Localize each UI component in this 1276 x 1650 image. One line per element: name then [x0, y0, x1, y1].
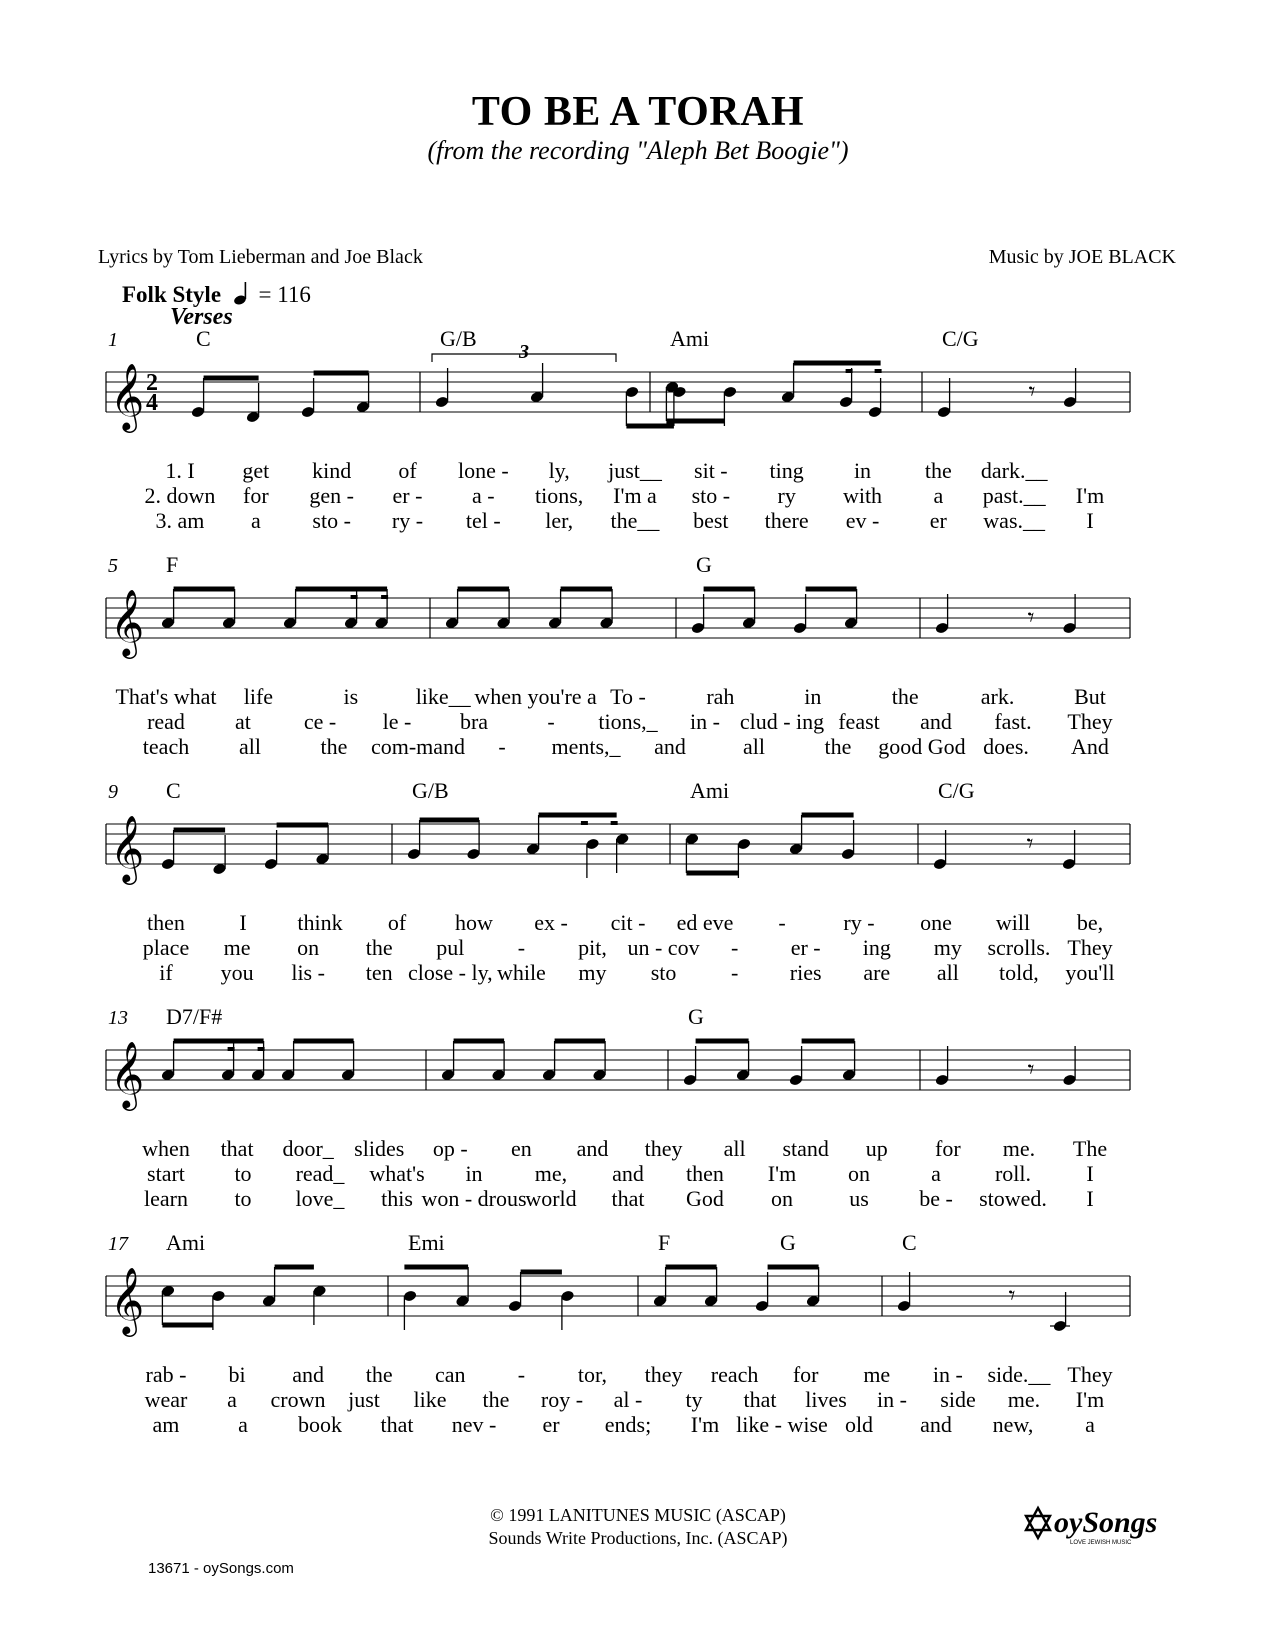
lyric-syllable: fast. [994, 709, 1032, 734]
eighth-rest-icon: 𝄾 [1027, 603, 1035, 633]
lyric-syllable: en [511, 1136, 532, 1161]
lyric-syllable: sto - [691, 483, 731, 508]
lyric-syllable: that [220, 1136, 254, 1161]
lyric-syllable: read [147, 709, 185, 734]
lyric-syllable: the__ [610, 508, 660, 533]
lyric-syllable: learn [144, 1186, 188, 1211]
lyric-syllable: op - [432, 1136, 468, 1161]
lyric-syllable: kind [312, 458, 352, 483]
treble-clef-icon: 𝄞 [110, 588, 145, 656]
lyric-syllable: me. [1002, 1136, 1036, 1161]
lyric-syllable: dark.__ [980, 458, 1048, 483]
lyric-syllable: a [250, 508, 261, 533]
lyric-syllable: while [496, 960, 546, 985]
lyric-syllable: like__ [415, 684, 471, 709]
oysongs-logo [1020, 1502, 1170, 1552]
lyric-syllable: of [398, 458, 417, 483]
lyric-syllable: there [764, 508, 809, 533]
time-signature-bottom: 4 [146, 390, 158, 416]
chord-symbol: C [902, 1230, 917, 1255]
lyric-syllable: for [792, 1362, 819, 1387]
lyric-syllable: - [517, 935, 526, 960]
lyric-syllable: just [348, 1387, 380, 1412]
chord-symbol: G/B [440, 326, 477, 351]
lyric-syllable: up [865, 1136, 888, 1161]
lyric-syllable: think [297, 910, 343, 935]
lyric-syllable: door_ [282, 1136, 334, 1161]
lyric-syllable: ends; [604, 1412, 652, 1437]
lyric-syllable: 1. I [165, 458, 195, 483]
chord-symbol: Emi [408, 1230, 445, 1255]
lyric-syllable: they [644, 1136, 683, 1161]
lyric-syllable: when [142, 1136, 190, 1161]
lyric-syllable: this [381, 1186, 413, 1211]
measure-number: 5 [108, 555, 118, 577]
lyric-syllable: teach [142, 734, 190, 759]
catalog-id: 13671 - oySongs.com [148, 1560, 294, 1577]
lyric-syllable: - [730, 960, 739, 985]
lyric-syllable: ing [862, 935, 891, 960]
chord-symbol: C [196, 326, 211, 351]
measure-number: 17 [108, 1233, 128, 1255]
lyric-syllable: to [234, 1161, 252, 1186]
lyric-syllable: lone - [457, 458, 509, 483]
lyric-syllable: in [804, 684, 822, 709]
lyric-syllable: old [844, 1412, 874, 1437]
lyric-syllable: un - cov [627, 935, 700, 960]
style-label: Folk Style [122, 282, 222, 307]
lyric-syllable: I [239, 910, 247, 935]
lyric-syllable: tor, [577, 1362, 607, 1387]
lyric-syllable: er - [392, 483, 423, 508]
lyric-syllable: They [1067, 1362, 1113, 1387]
publisher-line: Sounds Write Productions, Inc. (ASCAP) [488, 1528, 788, 1548]
lyric-syllable: wear [144, 1387, 188, 1412]
lyricist-credit: Lyrics by Tom Lieberman and Joe Black [98, 246, 423, 268]
lyric-syllable: then [686, 1161, 724, 1186]
lyric-syllable: That's what [115, 684, 217, 709]
lyric-syllable: ries [789, 960, 822, 985]
lyric-syllable: the [320, 734, 348, 759]
lyric-syllable: 2. down [144, 483, 216, 508]
lyric-syllable: all [239, 734, 261, 759]
eighth-rest-icon: 𝄾 [1027, 1055, 1035, 1085]
lyric-syllable: was.__ [983, 508, 1046, 533]
lyric-syllable: pul [436, 935, 465, 960]
lyric-syllable: com-mand [370, 734, 466, 759]
lyric-syllable: am [152, 1412, 180, 1437]
lyric-syllable: reach [710, 1362, 759, 1387]
lyric-syllable: my [578, 960, 607, 985]
lyric-syllable: ry - [843, 910, 875, 935]
lyric-syllable: and [612, 1161, 644, 1186]
lyric-syllable: a [933, 483, 944, 508]
star-of-david-icon [1026, 1508, 1050, 1538]
triplet-number: 3 [519, 341, 529, 363]
chord-symbol: C [166, 778, 181, 803]
logo-text: oySongs [1054, 1506, 1158, 1539]
time-signature-top: 2 [146, 370, 158, 396]
lyric-syllable: er [929, 508, 947, 533]
lyric-syllable: I'm [767, 1161, 797, 1186]
lyric-syllable: they [644, 1362, 683, 1387]
lyric-syllable: ler, [545, 508, 574, 533]
song-title: TO BE A TORAH [471, 89, 805, 135]
lyric-syllable: - [778, 910, 786, 935]
lyric-syllable: feast [838, 709, 880, 734]
lyric-syllable: bra [459, 709, 489, 734]
lyric-syllable: that [611, 1186, 645, 1211]
lyric-syllable: read_ [295, 1161, 345, 1186]
lyric-syllable: all [936, 960, 959, 985]
lyric-syllable: the [824, 734, 852, 759]
lyric-syllable: that [380, 1412, 414, 1437]
copyright-line: © 1991 LANITUNES MUSIC (ASCAP) [490, 1505, 786, 1525]
lyric-syllable: lis - [291, 960, 325, 985]
lyric-syllable: that [743, 1387, 777, 1412]
lyric-syllable: and [576, 1136, 609, 1161]
chord-symbol: G [780, 1230, 796, 1255]
lyric-syllable: one [920, 910, 952, 935]
lyric-syllable: ed eve [676, 910, 734, 935]
lyric-syllable: on [848, 1161, 870, 1186]
lyric-syllable: ry - [391, 508, 424, 533]
lyric-syllable: close - ly, [407, 960, 493, 985]
lyric-syllable: ty [685, 1387, 703, 1412]
lyric-syllable: all [723, 1136, 746, 1161]
lyric-syllable: sto - [312, 508, 351, 533]
lyric-syllable: tions, [535, 483, 584, 508]
lyric-syllable: - [547, 709, 555, 734]
lyric-syllable: on [771, 1186, 793, 1211]
lyric-syllable: stowed. [979, 1186, 1047, 1211]
lyric-syllable: a - [472, 483, 495, 508]
lyric-syllable: ting [769, 458, 804, 483]
lyric-syllable: gen - [309, 483, 354, 508]
chord-symbol: Ami [166, 1230, 206, 1255]
lyric-syllable: how [455, 910, 493, 935]
lyric-syllable: ten [365, 960, 393, 985]
lyric-syllable: the [891, 684, 919, 709]
lyric-syllable: a [931, 1161, 941, 1186]
lyric-syllable: ark. [980, 684, 1015, 709]
lyric-syllable: to [234, 1186, 252, 1211]
lyric-syllable: God [686, 1186, 724, 1211]
lyric-syllable: The [1072, 1136, 1108, 1161]
lyric-syllable: like - wise [736, 1412, 828, 1437]
lyric-syllable: al - [613, 1387, 643, 1412]
lyric-syllable: stand [782, 1136, 829, 1161]
lyric-syllable: slides [354, 1136, 405, 1161]
lyric-syllable: can [435, 1362, 466, 1387]
lyric-syllable: I'm [1075, 483, 1105, 508]
lyric-syllable: me, [534, 1161, 568, 1186]
lyric-syllable: 3. am [155, 508, 205, 533]
lyric-syllable: le - [382, 709, 412, 734]
lyric-syllable: They [1067, 709, 1113, 734]
treble-clef-icon: 𝄞 [110, 814, 145, 882]
eighth-rest-icon: 𝄾 [1008, 1281, 1016, 1311]
lyric-syllable: with [842, 483, 883, 508]
lyric-syllable: start [147, 1161, 185, 1186]
lyric-syllable: side [940, 1387, 976, 1412]
lyric-syllable: won - drous [421, 1186, 527, 1211]
chord-symbol: C/G [942, 326, 979, 351]
lyric-syllable: scrolls. [987, 935, 1051, 960]
chord-symbol: C/G [938, 778, 975, 803]
lyric-syllable: sto [650, 960, 677, 985]
lyric-syllable: will [995, 910, 1031, 935]
lyric-syllable: is [343, 684, 359, 709]
lyric-syllable: a [1085, 1412, 1095, 1437]
song-subtitle: (from the recording "Aleph Bet Boogie") [427, 136, 849, 165]
lyric-syllable: the [365, 935, 393, 960]
lyric-syllable: are [863, 960, 891, 985]
lyric-syllable: They [1067, 935, 1113, 960]
lyric-syllable: life [243, 684, 274, 709]
lyric-syllable: side.__ [987, 1362, 1051, 1387]
lyric-syllable: tions,_ [598, 709, 658, 734]
eighth-rest-icon: 𝄾 [1026, 829, 1034, 859]
lyric-syllable: in - [877, 1387, 907, 1412]
lyric-syllable: you [220, 960, 254, 985]
lyric-syllable: rah [706, 684, 735, 709]
lyric-syllable: us [849, 1186, 869, 1211]
lyric-syllable: for [935, 1136, 961, 1161]
lyric-syllable: if [159, 960, 173, 985]
lyric-syllable: world [525, 1186, 577, 1211]
lyric-syllable: ments,_ [551, 734, 621, 759]
lyric-syllable: get [242, 458, 270, 483]
lyric-syllable: er - [790, 935, 821, 960]
lyric-syllable: of [387, 910, 407, 935]
lyric-syllable: good God [878, 734, 966, 759]
lyric-syllable: - [498, 734, 506, 759]
lyric-syllable: I [1086, 508, 1094, 533]
chord-symbol: Ami [690, 778, 730, 803]
section-label: Verses [170, 304, 233, 330]
lyric-syllable: and [292, 1362, 325, 1387]
lyric-syllable: you'll [1065, 960, 1115, 985]
lyric-syllable: I'm a [613, 483, 657, 508]
lyric-syllable: cit - [610, 910, 646, 935]
lyric-syllable: me. [1007, 1387, 1041, 1412]
lyric-syllable: I [1086, 1186, 1094, 1211]
lyric-syllable: in [853, 458, 872, 483]
lyric-syllable: nev - [451, 1412, 497, 1437]
lyric-syllable: new, [992, 1412, 1034, 1437]
lyric-syllable: then [147, 910, 185, 935]
measure-number: 1 [108, 329, 118, 351]
lyric-syllable: And [1071, 734, 1109, 759]
eighth-rest-icon: 𝄾 [1028, 377, 1036, 407]
lyric-syllable: does. [983, 734, 1029, 759]
lyric-syllable: place [142, 935, 190, 960]
lyric-syllable: for [243, 483, 269, 508]
lyric-syllable: me [863, 1362, 891, 1387]
measure-number: 9 [108, 781, 118, 803]
lyric-syllable: lives [805, 1387, 847, 1412]
treble-clef-icon: 𝄞 [110, 1266, 145, 1334]
lyric-syllable: To - [610, 684, 646, 709]
lyric-syllable: past.__ [982, 483, 1046, 508]
lyric-syllable: in - [690, 709, 720, 734]
lyric-syllable: I [1086, 1161, 1094, 1186]
lyric-syllable: er [542, 1412, 560, 1437]
lyric-syllable: and [920, 1412, 952, 1437]
lyric-syllable: clud - ing [739, 709, 825, 734]
lyric-syllable: ce - [303, 709, 337, 734]
lyric-syllable: ex - [534, 910, 568, 935]
lyric-syllable: rab - [145, 1362, 187, 1387]
chord-symbol: G/B [412, 778, 449, 803]
lyric-syllable: - [730, 935, 739, 960]
lyric-syllable: - [517, 1362, 526, 1387]
lyric-syllable: roll. [994, 1161, 1032, 1186]
lyric-syllable: be, [1076, 910, 1104, 935]
lyric-syllable: But [1074, 684, 1106, 709]
lyric-syllable: and [654, 734, 686, 759]
lyric-syllable: ry [777, 483, 796, 508]
measure-number: 13 [108, 1007, 128, 1029]
lyric-syllable: told, [999, 960, 1039, 985]
treble-clef-icon: 𝄞 [110, 362, 145, 430]
lyric-syllable: a [227, 1387, 237, 1412]
lyric-syllable: on [297, 935, 320, 960]
lyric-syllable: ev - [845, 508, 880, 533]
lyric-syllable: like [413, 1387, 447, 1412]
lyric-syllable: just__ [608, 458, 662, 483]
lyric-syllable: best [693, 508, 729, 533]
lyric-syllable: pit, [578, 935, 607, 960]
lyric-syllable: what's [369, 1161, 425, 1186]
chord-symbol: F [166, 552, 179, 577]
lyric-syllable: sit - [694, 458, 728, 483]
chord-symbol: G [688, 1004, 704, 1029]
lyric-syllable: bi [228, 1362, 246, 1387]
lyric-syllable: in [465, 1161, 483, 1186]
treble-clef-icon: 𝄞 [110, 1040, 145, 1108]
lyric-syllable: my [933, 935, 962, 960]
lyric-syllable: at [235, 709, 251, 734]
lyric-syllable: ly, [548, 458, 570, 483]
chord-symbol: F [658, 1230, 671, 1255]
lyric-syllable: me [223, 935, 251, 960]
lyric-syllable: in - [932, 1362, 963, 1387]
tempo-value: = 116 [258, 282, 311, 307]
lyric-syllable: book [298, 1412, 342, 1437]
lyric-syllable: I'm [690, 1412, 720, 1437]
lyric-syllable: all [743, 734, 765, 759]
lyric-syllable: when you're a [474, 684, 597, 709]
lyric-syllable: and [920, 709, 952, 734]
lyric-syllable: the [365, 1362, 393, 1387]
lyric-syllable: a [238, 1412, 248, 1437]
lyric-syllable: be - [919, 1186, 953, 1211]
lyric-syllable: love_ [295, 1186, 345, 1211]
composer-credit: Music by JOE BLACK [988, 246, 1176, 268]
lyric-syllable: roy - [540, 1387, 584, 1412]
logo-tagline: LOVE JEWISH MUSIC [1070, 1540, 1132, 1546]
chord-symbol: Ami [670, 326, 710, 351]
chord-symbol: G [696, 552, 712, 577]
lyric-syllable: the [924, 458, 952, 483]
chord-symbol: D7/F# [166, 1004, 223, 1029]
lyric-syllable: crown [270, 1387, 326, 1412]
lyric-syllable: I'm [1075, 1387, 1105, 1412]
lyric-syllable: tel - [465, 508, 501, 533]
lyric-syllable: the [482, 1387, 510, 1412]
